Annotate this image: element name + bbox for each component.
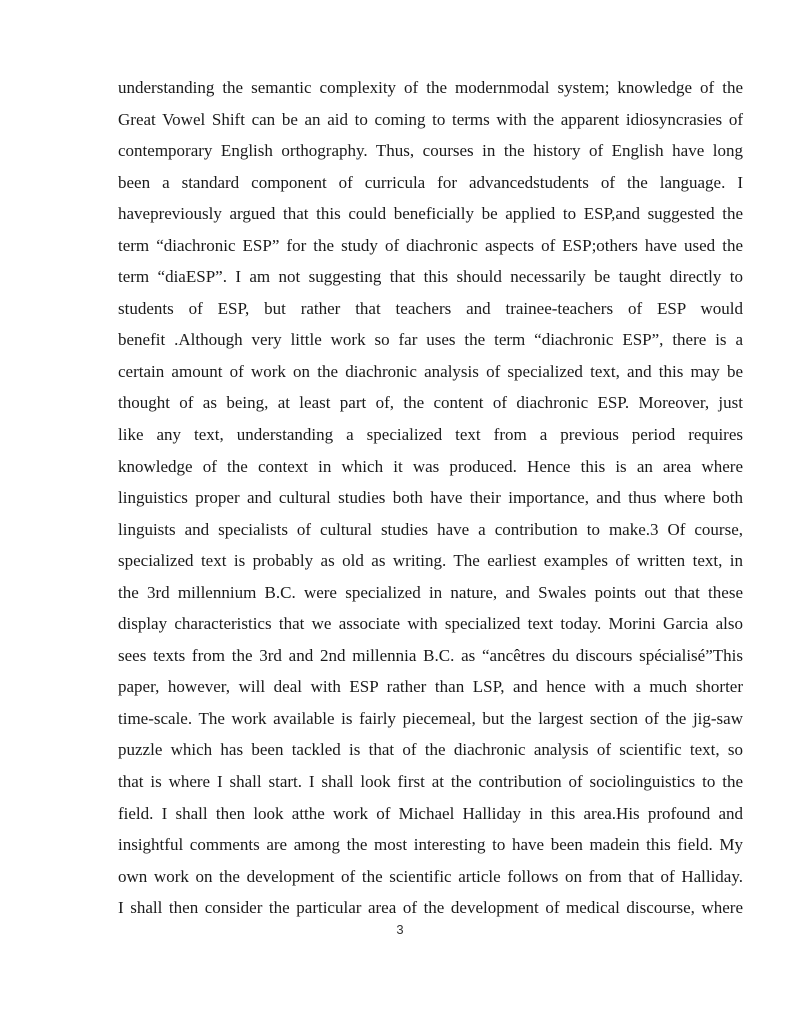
text-line: sees texts from the 3rd and 2nd millennia B.C. as “ancêtres du discours spécialisé”This [118,645,743,665]
text-line: term “diachronic ESP” for the study of diachronic aspects of ESP;others have used the [118,235,743,255]
text-line: insightful comments are among the most interesting to have been madein this field. My [118,835,743,855]
text-line: been a standard component of curricula for advancedstudents of the language. I [118,172,743,192]
text-line: Great Vowel Shift can be an aid to coming to terms with the apparent idiosyncrasies of [118,109,743,129]
page-number: 3 [396,922,404,937]
text-line: that is where I shall start. I shall look first at the contribution of sociolinguistics to the [118,772,743,792]
text-line: puzzle which has been tackled is that of the diachronic analysis of scientific text, so [118,740,743,760]
text-line: linguistics proper and cultural studies both have their importance, and thus where both [118,488,743,508]
text-line: benefit .Although very little work so far uses the term “diachronic ESP”, there is a [118,330,743,350]
text-line: time-scale. The work available is fairly piecemeal, but the largest section of the jig-saw [118,708,743,728]
text-line: understanding the semantic complexity of the modernmodal system; knowledge of the [118,78,743,97]
text-line: own work on the development of the scientific article follows on from that of Halliday. [118,866,743,886]
body-paragraph [118,72,743,924]
text-line: paper, however, will deal with ESP rather than LSP, and hence with a much shorter [118,677,743,697]
text-line: knowledge of the context in which it was produced. Hence this is an area where [118,456,743,476]
text-line: thought of as being, at least part of, the content of diachronic ESP. Moreover, just [118,393,743,413]
text-line: contemporary English orthography. Thus, courses in the history of English have long [118,141,743,161]
text-line: the 3rd millennium B.C. were specialized in nature, and Swales points out that these [118,582,743,602]
text-line: like any text, understanding a specialized text from a previous period requires [118,425,743,445]
text-line: I shall then consider the particular area of the development of medical discourse, where [118,898,743,918]
text-line: students of ESP, but rather that teachers and trainee-teachers of ESP would [118,298,743,318]
text-line: specialized text is probably as old as writing. The earliest examples of written text, in [118,551,743,571]
text-line: havepreviously argued that this could beneficially be applied to ESP,and suggested the [118,204,743,224]
text-line: linguists and specialists of cultural studies have a contribution to make.3 Of course, [118,519,743,539]
text-line: field. I shall then look atthe work of Michael Halliday in this area.His profound and [118,803,743,823]
text-line: certain amount of work on the diachronic analysis of specialized text, and this may be [118,361,743,381]
text-line: display characteristics that we associate with specialized text today. Morini Garcia also [118,614,743,634]
text-line: term “diaESP”. I am not suggesting that this should necessarily be taught directly to [118,267,743,287]
